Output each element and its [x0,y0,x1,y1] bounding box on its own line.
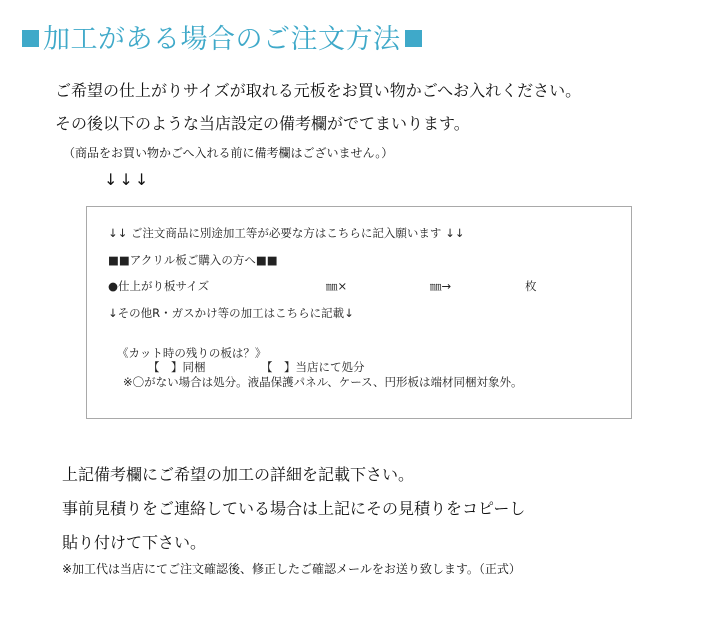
size-unit-height: ㎜→ [430,279,452,293]
choice-dispose: 【 】当店にて処分 [261,360,365,374]
remarks-box-example [86,206,632,419]
page-title [22,22,422,58]
outro-line-1: 上記備考欄にご希望の加工の詳細を記載下さい。 [62,465,415,484]
leftover-note: ※〇がない場合は処分。液晶保護パネル、ケース、円形板は端材同梱対象外。 [123,375,523,389]
square-icon [22,30,39,47]
down-arrows: ↓↓↓ [104,170,151,189]
intro-note: （商品をお買い物かごへ入れる前に備考欄はございません。） [63,146,394,160]
intro-line-2: その後以下のような当店設定の備考欄がでてまいります。 [55,114,470,133]
choice-bundle: 【 】同梱 [148,360,206,374]
remarks-header: ↓↓ ご注文商品に別途加工等が必要な方はこちらに記入願います ↓↓ [108,226,465,240]
finished-size-label: ●仕上がり板サイズ [108,279,210,293]
leftover-choices [148,359,365,375]
size-unit-count: 枚 [525,279,537,293]
square-icon [405,30,422,47]
acrylic-notice: ■■アクリル板ご購入の方へ■■ [108,253,278,267]
outro-line-2: 事前見積りをご連絡している場合は上記にその見積りをコピーし [62,499,526,518]
outro-note: ※加工代は当店にてご注文確認後、修正したご確認メールをお送り致します。（正式） [62,562,521,576]
page-title-text: 加工がある場合のご注文方法 [43,24,401,55]
intro-line-1: ご希望の仕上がりサイズが取れる元板をお買い物かごへお入れください。 [55,81,582,100]
outro-line-3: 貼り付けて下さい。 [62,533,207,552]
size-unit-width: ㎜× [326,279,348,293]
leftover-question: 《カット時の残りの板は？》 [117,346,267,360]
other-processing-note: ↓その他R・ガスかけ等の加工はこちらに記載↓ [108,306,354,320]
finished-size-row [108,278,537,294]
